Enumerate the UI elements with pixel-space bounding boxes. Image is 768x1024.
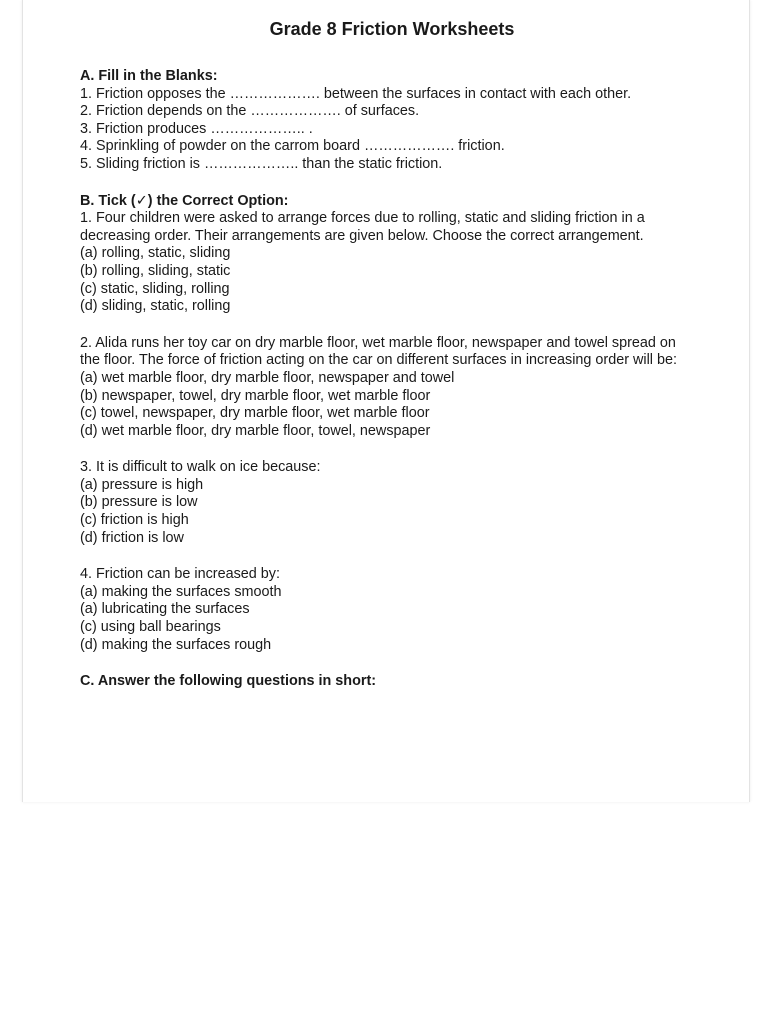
section-b-heading: B. Tick (✓) the Correct Option: <box>80 192 289 209</box>
option-a: (a) wet marble floor, dry marble floor, newspaper and towel <box>80 369 455 386</box>
option-d: (d) wet marble floor, dry marble floor, towel, newspaper <box>80 422 431 439</box>
question-text: 4. Friction can be increased by: <box>80 566 280 583</box>
question-text: 1. Four children were asked to arrange forces due to rolling, static and sliding friction in a decreasing order. Their arrangements are given below. Choose the correct arrangement. <box>80 210 645 244</box>
section-b-question-3 <box>80 459 680 547</box>
worksheet-content <box>80 18 680 691</box>
section-a <box>80 68 680 174</box>
section-b-question-1 <box>80 193 680 316</box>
option-d: (d) making the surfaces rough <box>80 636 272 653</box>
blank-item-4: 4. Sprinkling of powder on the carrom board ………………. friction. <box>80 138 505 155</box>
question-text: 2. Alida runs her toy car on dry marble floor, wet marble floor, newspaper and towel spread on the floor. The force of friction acting on the car on different surfaces in increasing order will be: <box>80 334 677 369</box>
option-b: (a) lubricating the surfaces <box>80 601 250 618</box>
option-c: (c) towel, newspaper, dry marble floor, wet marble floor <box>80 405 430 422</box>
section-b-question-2 <box>80 335 680 441</box>
option-b: (b) rolling, sliding, static <box>80 262 231 279</box>
option-c: (c) friction is high <box>80 512 189 529</box>
option-c: (c) static, sliding, rolling <box>80 280 230 297</box>
option-c: (c) using ball bearings <box>80 619 221 636</box>
page-title: Grade 8 Friction Worksheets <box>269 19 515 39</box>
section-a-heading: A. Fill in the Blanks: <box>80 68 218 84</box>
option-b: (b) newspaper, towel, dry marble floor, wet marble floor <box>80 387 431 404</box>
blank-item-3: 3. Friction produces ……………….. . <box>80 120 313 137</box>
option-a: (a) rolling, static, sliding <box>80 245 231 262</box>
blank-item-5: 5. Sliding friction is ……………….. than the static friction. <box>80 155 443 172</box>
worksheet-page <box>22 0 750 802</box>
section-b-question-4 <box>80 566 680 654</box>
blank-item-1: 1. Friction opposes the ………………. between the surfaces in contact with each other. <box>80 85 632 102</box>
option-a: (a) pressure is high <box>80 476 204 493</box>
option-d: (d) friction is low <box>80 529 184 546</box>
option-d: (d) sliding, static, rolling <box>80 298 231 315</box>
question-text: 3. It is difficult to walk on ice because: <box>80 459 321 476</box>
option-a: (a) making the surfaces smooth <box>80 583 282 600</box>
section-c-heading: C. Answer the following questions in short: <box>80 673 377 690</box>
section-c <box>80 673 680 691</box>
option-b: (b) pressure is low <box>80 494 198 511</box>
blank-item-2: 2. Friction depends on the ………………. of surfaces. <box>80 103 420 120</box>
